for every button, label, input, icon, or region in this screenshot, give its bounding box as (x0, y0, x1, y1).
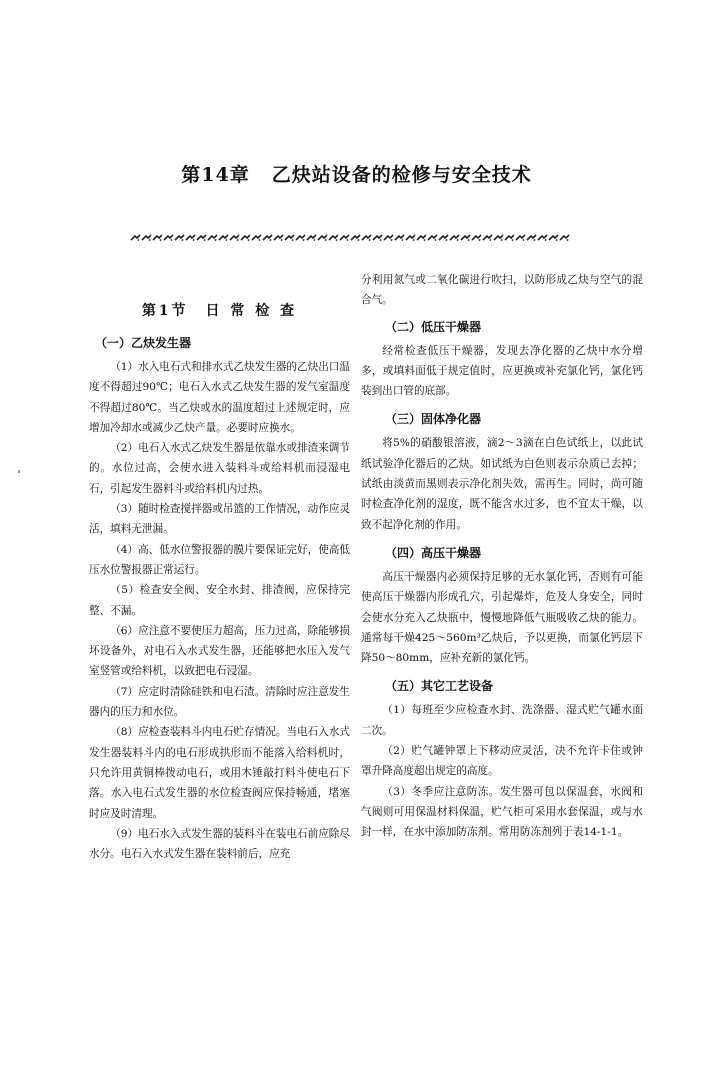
chapter-title (0, 160, 713, 187)
paragraph: （7）应定时清除硅铁和电石渣。清除时应注意发生器内的压力和水位。 (89, 685, 350, 719)
paragraph: 将5%的硝酸银溶液，滴2～3滴在白色试纸上，以此试纸试验净化器后的乙炔。如试纸为白色则表示杂质已去掉；试纸由淡黄而黑则表示净化剂失效，需再生。同时，尚可随时检查净化剂的湿度，既不能含水过多，也不宜太干燥，以致不起净化剂的作用。 (361, 437, 643, 531)
paragraph: （6）应注意不要使压力超高，压力过高，除能够损坏设备外，对电石入水式发生器，还能够把水压入发气室竖管或给料机，以致把电石浸湿。 (89, 624, 350, 678)
paragraph: （4）高、低水位警报器的膜片要保证完好，使高低压水位警报器正常运行。 (89, 543, 350, 576)
chapter-name: 乙炔站设备的检修与安全技术 (271, 164, 532, 186)
scan-speck (18, 470, 20, 473)
paragraph: （2）电石入水式乙炔发生器是依靠水或排渣来调节的。水位过高，会使水进入装料斗或给料机而浸湿电石，引起发生器料斗或给料机内过热。 (89, 442, 350, 495)
chapter-number: 第14章 (181, 164, 250, 186)
paragraph: （8）应检查装料斗内电石贮存情况。当电石入水式发生器装料斗内的电石形成拱形而不能落入给料机时，只允许用黄铜棒拨动电石，或用木锤敲打料斗使电石下落。水入电石式发生器的水位检查阀应保持畅通，堵塞时应及时清理。 (89, 726, 350, 820)
subsection-heading: （二）低压干燥器 (385, 319, 482, 334)
right-column (361, 270, 643, 843)
subsection-heading: （四）高压干燥器 (385, 545, 482, 560)
subsection-heading: （五）其它工艺设备 (385, 679, 494, 694)
continued-paragraph: 分利用氮气或二氧化碳进行吹扫，以防形成乙炔与空气的混合气。 (361, 274, 643, 307)
paragraph: 高压干燥器内必须保持足够的无水氯化钙，否则有可能使高压干燥器内形成孔穴，引起爆炸，危及人身安全，同时会使水分充入乙炔瓶中，慢慢地降低气瓶吸收乙炔的能力。通常每干燥425～560m³乙炔后，予以更换，而氯化钙层下降50～80mm，应补充新的氯化钙。 (361, 570, 643, 665)
paragraph: （1）每班至少应检查水封、洗涤器、湿式贮气罐水面二次。 (361, 704, 643, 737)
paragraph: （3）冬季应注意防冻。发生器可包以保温套，水阀和气阀则可用保温材料保温，贮气柜可采用水套保温，或与水封一样，在水中添加防冻剂。常用防冻剂列于表14-1-1。 (361, 785, 643, 839)
subsection-heading: （一）乙炔发生器 (95, 336, 192, 350)
paragraph: （1）水入电石式和排水式乙炔发生器的乙炔出口温度不得超过90℃；电石入水式乙炔发生器的发气室温度不得超过80℃。当乙炔或水的温度超过上述规定时，应增加冷却水或减少乙炔产量。必要时应换水。 (89, 361, 350, 434)
paragraph: （9）电石水入式发生器的装料斗在装电石前应除尽水分。电石入水式发生器在装料前后，应充 (89, 827, 350, 861)
subsection-heading: （三）固体净化器 (385, 412, 482, 427)
left-column (89, 301, 350, 864)
paragraph: （2）贮气罐钟罩上下移动应灵活，决不允许卡住或钟罩升降高度超出规定的高度。 (361, 745, 643, 778)
section-title: 第1节 日 常 检 查 (141, 303, 298, 319)
paragraph: 经常检查低压干燥器，发现去净化器的乙炔中水分增多，或填料面低于规定值时，应更换或补充氯化钙，氯化钙装到出口管的底部。 (361, 344, 643, 398)
paragraph: （5）检查安全阀、安全水封、排渣阀，应保持完整、不漏。 (89, 584, 350, 617)
ornamental-divider (130, 234, 570, 242)
paragraph: （3）随时检查搅拌器或吊篮的工作情况，动作应灵活，填料无泄漏。 (89, 503, 350, 536)
